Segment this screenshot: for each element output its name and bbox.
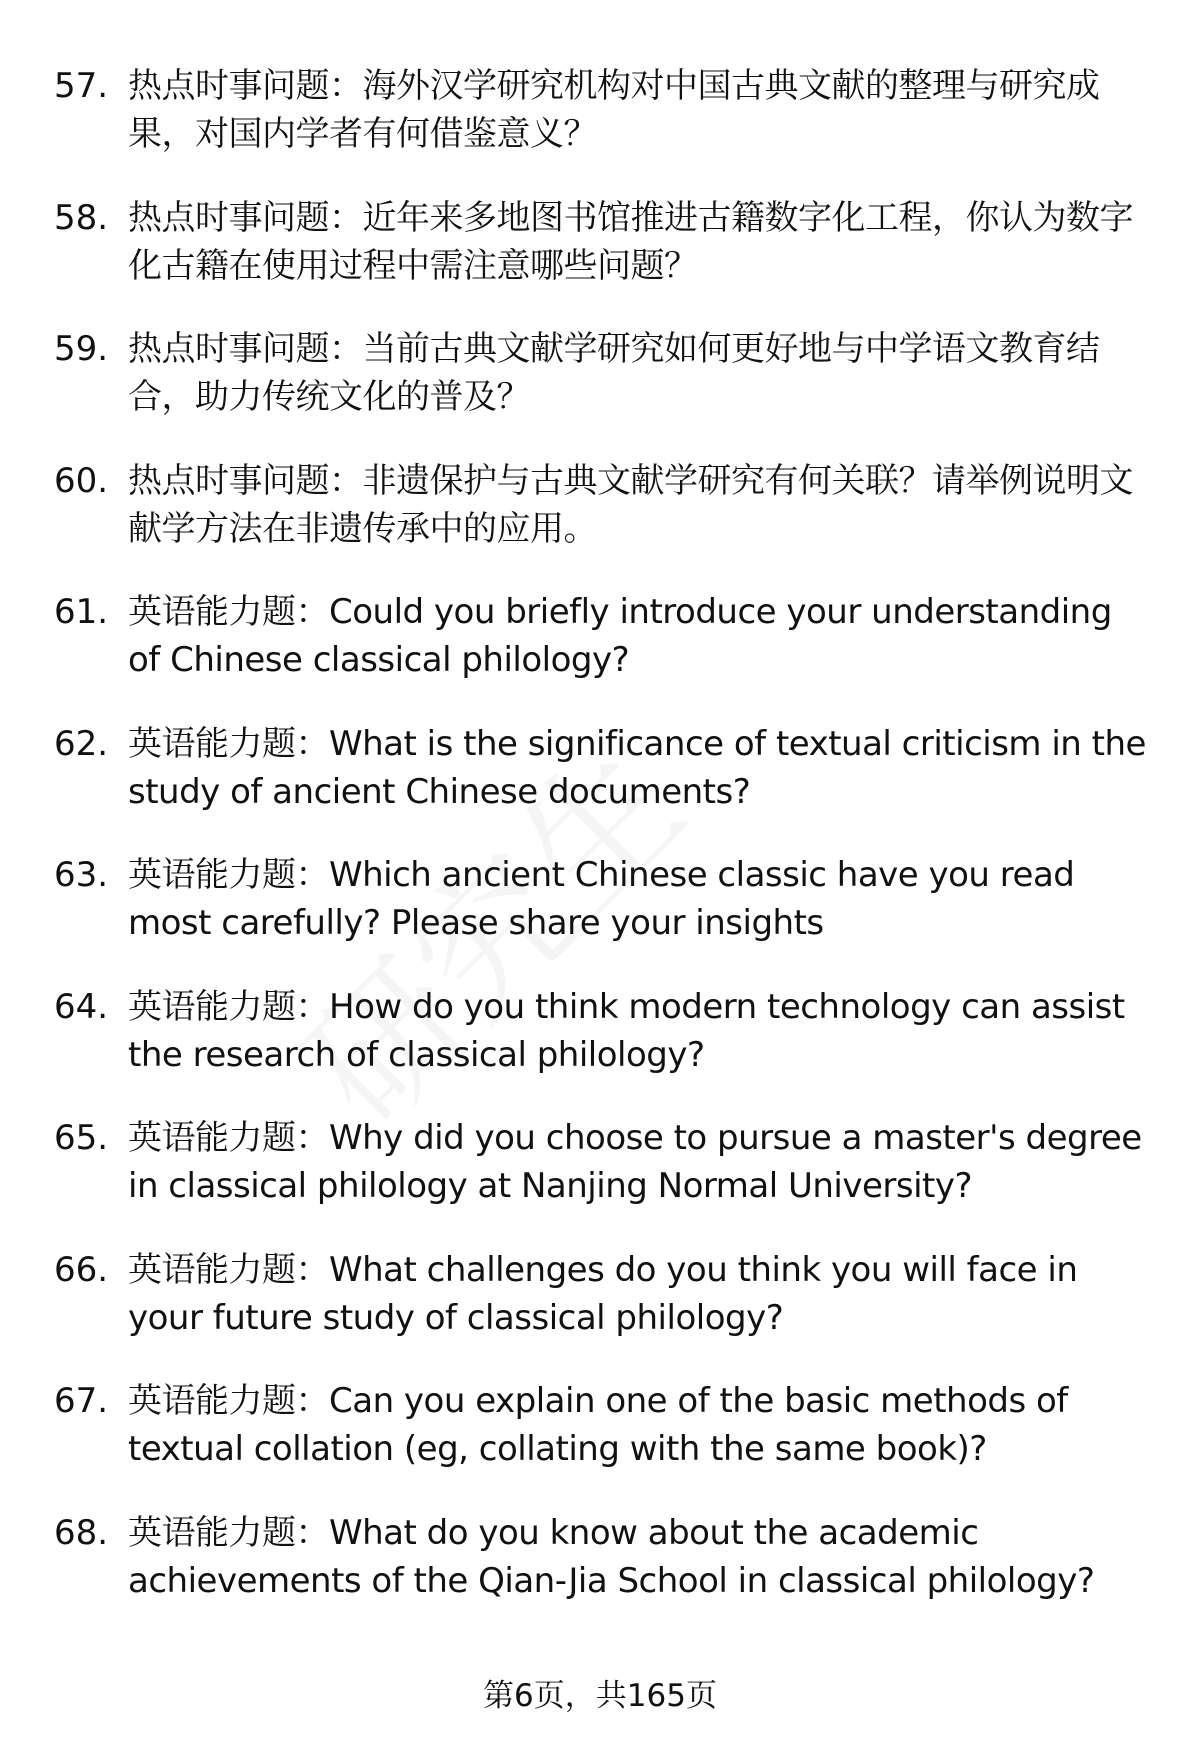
question-text: 英语能力题：What is the significance of textual criticism in the study of ancient Chinese documents? bbox=[128, 723, 1146, 812]
question-number: 66. bbox=[54, 1249, 109, 1290]
question-number: 60. bbox=[54, 460, 109, 501]
question-number: 61. bbox=[54, 592, 109, 632]
question-item bbox=[0, 588, 1200, 720]
question-item bbox=[0, 1114, 1200, 1246]
question-number: 68. bbox=[54, 1512, 109, 1553]
question-text: 热点时事问题：近年来多地图书馆推进古籍数字化工程，你认为数字化古籍在使用过程中需注意哪些问题？ bbox=[128, 197, 1133, 286]
question-text: 热点时事问题：当前古典文献学研究如何更好地与中学语文教育结合，助力传统文化的普及？ bbox=[128, 329, 1100, 417]
question-text: 英语能力题：How do you think modern technology can assist the research of classical philology? bbox=[128, 986, 1125, 1075]
question-item bbox=[0, 1246, 1200, 1378]
page-number: 第6页，共165页 bbox=[483, 1678, 717, 1714]
question-item bbox=[0, 62, 1200, 194]
question-item bbox=[0, 325, 1200, 457]
question-number: 59. bbox=[54, 329, 109, 369]
question-text: 英语能力题：Which ancient Chinese classic have you read most carefully? Please share your insights bbox=[128, 855, 1075, 943]
question-text: 英语能力题：What challenges do you think you will face in your future study of classical philology? bbox=[128, 1249, 1078, 1338]
question-item bbox=[0, 983, 1200, 1115]
question-number: 65. bbox=[54, 1118, 109, 1158]
question-text: 热点时事问题：海外汉学研究机构对中国古典文献的整理与研究成果，对国内学者有何借鉴意义？ bbox=[128, 66, 1100, 154]
question-number: 58. bbox=[54, 197, 109, 238]
question-number: 57. bbox=[54, 66, 109, 106]
question-number: 67. bbox=[54, 1381, 109, 1421]
question-item bbox=[0, 851, 1200, 983]
question-number: 63. bbox=[54, 855, 109, 895]
question-text: 热点时事问题：非遗保护与古典文献学研究有何关联？请举例说明文献学方法在非遗传承中的应用。 bbox=[128, 460, 1133, 549]
question-text: 英语能力题：What do you know about the academic achievements of the Qian-Jia School in classical philology? bbox=[128, 1512, 1095, 1601]
question-item bbox=[0, 1509, 1200, 1641]
question-list bbox=[0, 62, 1200, 1640]
question-item bbox=[0, 720, 1200, 852]
question-item bbox=[0, 457, 1200, 589]
question-text: 英语能力题：Why did you choose to pursue a master's degree in classical philology at Nanjing Normal University? bbox=[128, 1118, 1142, 1206]
question-number: 64. bbox=[54, 986, 109, 1027]
question-item bbox=[0, 194, 1200, 326]
question-text: 英语能力题：Could you briefly introduce your understanding of Chinese classical philology? bbox=[128, 592, 1112, 680]
question-number: 62. bbox=[54, 723, 109, 764]
question-text: 英语能力题：Can you explain one of the basic methods of textual collation (eg, collating with the same book)? bbox=[128, 1381, 1068, 1469]
question-item bbox=[0, 1377, 1200, 1509]
